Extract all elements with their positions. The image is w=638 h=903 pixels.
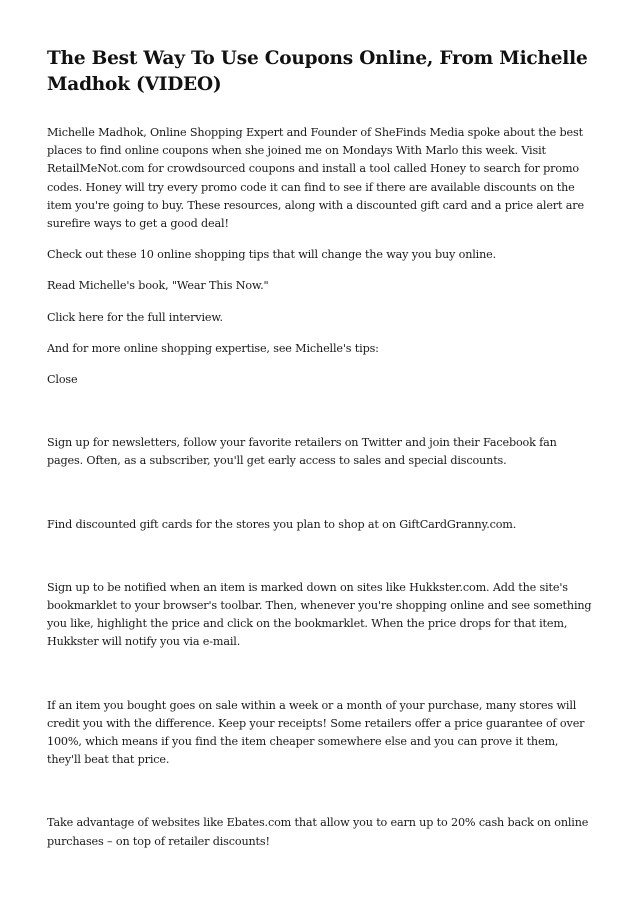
book-paragraph: Read Michelle's book, "Wear This Now." [47, 279, 269, 293]
document-page [47, 46, 595, 851]
close-label: Close [47, 373, 78, 387]
gift-card-tip-paragraph: Find discounted gift cards for the stores you plan to shop at on GiftCardGranny.com. [47, 517, 517, 531]
newsletter-tip-paragraph: Sign up for newsletters, follow your favorite retailers on Twitter and join their Facebook fan pages. Often, as a subscriber, you'll get early access to sales and special discounts. [47, 436, 557, 468]
document-title: The Best Way To Use Coupons Online, From Michelle Madhok (VIDEO) [47, 48, 588, 95]
price-alert-tip-paragraph: Sign up to be notified when an item is marked down on sites like Hukkster.com. Add the site's bookmarklet to your browser's toolbar. Then, whenever you're shopping online and see something you like, highlight the price and click on the bookmarklet. When the price drops for that item, Hukkster will notify you via e-mail. [47, 580, 592, 649]
tips-link-paragraph: Check out these 10 online shopping tips that will change the way you buy online. [47, 248, 497, 262]
cash-back-tip-paragraph: Take advantage of websites like Ebates.com that allow you to earn up to 20% cash back on online purchases – on top of retailer discounts! [47, 816, 589, 848]
expertise-paragraph: And for more online shopping expertise, see Michelle's tips: [47, 341, 379, 355]
price-guarantee-tip-paragraph: If an item you bought goes on sale within a week or a month of your purchase, many stores will credit you with the difference. Keep your receipts! Some retailers offer a price guarantee of over 100%, which means if you find the item cheaper somewhere else and you can prove it them, they'll beat that price. [47, 698, 585, 767]
interview-paragraph: Click here for the full interview. [47, 310, 223, 324]
intro-paragraph: Michelle Madhok, Online Shopping Expert and Founder of SheFinds Media spoke about the best places to find online coupons when she joined me on Mondays With Marlo this week. Visit RetailMeNot.com for crowdsourced coupons and install a tool called Honey to search for promo codes. Honey will try every promo code it can find to see if there are available discounts on the item you're going to buy. These resources, along with a discounted gift card and a price alert are surefire ways to get a good deal! [47, 126, 584, 231]
